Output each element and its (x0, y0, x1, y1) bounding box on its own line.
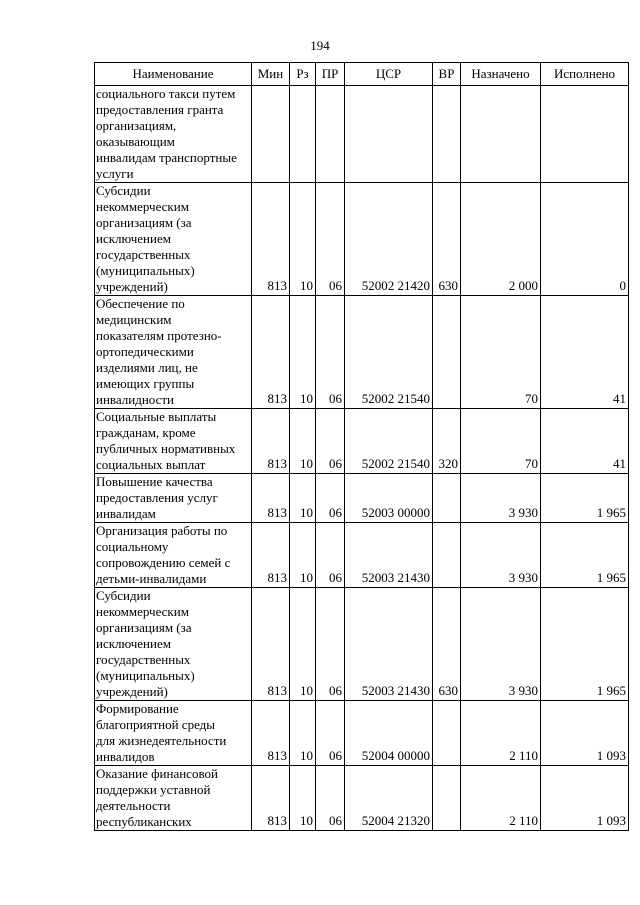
row-min: 813 (252, 474, 290, 523)
header-rz: Рз (290, 63, 316, 86)
row-name-line: некоммерческим (96, 604, 189, 619)
header-executed: Исполнено (541, 63, 629, 86)
row-min: 813 (252, 409, 290, 474)
row-name-line: деятельности (96, 798, 171, 813)
row-name-line: инвалидов (96, 749, 155, 764)
row-rz: 10 (290, 766, 316, 831)
row-name-line: исключением (96, 636, 171, 651)
row-csr: 52002 21540 (345, 296, 433, 409)
row-name-line: оказывающим (96, 134, 175, 149)
row-name (95, 523, 252, 588)
row-name (95, 296, 252, 409)
row-pr: 06 (316, 701, 345, 766)
row-name-line: некоммерческим (96, 199, 189, 214)
header-vr: ВР (433, 63, 461, 86)
row-min: 813 (252, 183, 290, 296)
row-assigned: 3 930 (461, 523, 541, 588)
row-assigned: 3 930 (461, 588, 541, 701)
row-name-line: имеющих группы (96, 376, 195, 391)
row-name-line: Обеспечение по (96, 296, 185, 311)
row-name-line: учреждений) (96, 279, 168, 294)
row-name-line: учреждений) (96, 684, 168, 699)
row-name-line: государственных (96, 652, 191, 667)
table-row (95, 588, 629, 701)
row-name (95, 588, 252, 701)
row-name-line: Социальные выплаты (96, 409, 217, 424)
row-name-line: сопровождению семей с (96, 555, 231, 570)
row-name-line: Оказание финансовой (96, 766, 218, 781)
row-name-line: Субсидии (96, 183, 151, 198)
row-executed: 41 (541, 409, 629, 474)
row-executed (541, 86, 629, 183)
row-name-line: поддержки уставной (96, 782, 211, 797)
row-csr: 52002 21420 (345, 183, 433, 296)
header-assigned: Назначено (461, 63, 541, 86)
row-name-line: (муниципальных) (96, 263, 195, 278)
row-vr (433, 474, 461, 523)
row-name-line: Организация работы по (96, 523, 228, 538)
row-name (95, 474, 252, 523)
row-pr: 06 (316, 588, 345, 701)
row-name-line: организациям, (96, 118, 177, 133)
row-min: 813 (252, 296, 290, 409)
row-name-line: медицинским (96, 312, 172, 327)
row-csr (345, 86, 433, 183)
row-csr: 52004 21320 (345, 766, 433, 831)
page-number: 194 (310, 38, 330, 53)
row-vr (433, 86, 461, 183)
row-vr (433, 766, 461, 831)
row-pr (316, 86, 345, 183)
row-name-line: инвалидам (96, 506, 156, 521)
row-pr: 06 (316, 523, 345, 588)
row-csr: 52003 00000 (345, 474, 433, 523)
row-pr: 06 (316, 766, 345, 831)
row-vr (433, 296, 461, 409)
row-name-line: услуги (96, 166, 134, 181)
row-name-line: республиканских (96, 814, 192, 829)
row-name-line: гражданам, кроме (96, 425, 196, 440)
row-vr: 630 (433, 588, 461, 701)
row-rz: 10 (290, 701, 316, 766)
row-name-line: изделиями лиц, не (96, 360, 198, 375)
table-row (95, 523, 629, 588)
table-row (95, 86, 629, 183)
table-row (95, 701, 629, 766)
row-vr: 630 (433, 183, 461, 296)
table-row (95, 409, 629, 474)
table-row (95, 766, 629, 831)
row-executed: 1 965 (541, 588, 629, 701)
row-vr (433, 701, 461, 766)
budget-table (94, 62, 629, 831)
row-rz: 10 (290, 183, 316, 296)
row-name-line: социального такси путем (96, 86, 236, 101)
row-name (95, 766, 252, 831)
row-csr: 52004 00000 (345, 701, 433, 766)
row-pr: 06 (316, 296, 345, 409)
row-name-line: благоприятной среды (96, 717, 216, 732)
row-assigned: 70 (461, 296, 541, 409)
row-name-line: предоставления услуг (96, 490, 218, 505)
row-rz (290, 86, 316, 183)
row-executed: 0 (541, 183, 629, 296)
row-pr: 06 (316, 409, 345, 474)
row-executed: 1 093 (541, 701, 629, 766)
row-csr: 52003 21430 (345, 523, 433, 588)
header-min: Мин (252, 63, 290, 86)
row-executed: 1 965 (541, 474, 629, 523)
row-executed: 41 (541, 296, 629, 409)
row-pr: 06 (316, 474, 345, 523)
row-csr: 52003 21430 (345, 588, 433, 701)
row-name (95, 701, 252, 766)
row-name-line: публичных нормативных (96, 441, 236, 456)
row-min: 813 (252, 523, 290, 588)
table-row (95, 183, 629, 296)
header-pr: ПР (316, 63, 345, 86)
row-name (95, 409, 252, 474)
row-name-line: (муниципальных) (96, 668, 195, 683)
row-rz: 10 (290, 523, 316, 588)
table-body (95, 86, 629, 831)
row-name-line: Формирование (96, 701, 179, 716)
row-name-line: исключением (96, 231, 171, 246)
table-row (95, 296, 629, 409)
row-pr: 06 (316, 183, 345, 296)
header-row (95, 63, 629, 86)
row-assigned: 2 110 (461, 766, 541, 831)
row-min (252, 86, 290, 183)
row-name-line: Повышение качества (96, 474, 213, 489)
row-min: 813 (252, 766, 290, 831)
row-name-line: для жизнедеятельности (96, 733, 227, 748)
row-name-line: социальных выплат (96, 457, 206, 472)
row-name-line: ортопедическими (96, 344, 194, 359)
row-vr: 320 (433, 409, 461, 474)
row-min: 813 (252, 588, 290, 701)
row-assigned: 2 110 (461, 701, 541, 766)
row-name-line: инвалидности (96, 392, 175, 407)
row-min: 813 (252, 701, 290, 766)
table-row (95, 474, 629, 523)
row-rz: 10 (290, 409, 316, 474)
row-assigned: 2 000 (461, 183, 541, 296)
row-csr: 52002 21540 (345, 409, 433, 474)
row-name-line: государственных (96, 247, 191, 262)
row-name-line: Субсидии (96, 588, 151, 603)
row-name-line: детьми-инвалидами (96, 571, 207, 586)
row-assigned: 70 (461, 409, 541, 474)
header-name: Наименование (95, 63, 252, 86)
row-rz: 10 (290, 296, 316, 409)
row-name-line: организациям (за (96, 215, 192, 230)
row-name (95, 86, 252, 183)
row-name-line: показателям протезно- (96, 328, 222, 343)
row-executed: 1 093 (541, 766, 629, 831)
row-name (95, 183, 252, 296)
row-executed: 1 965 (541, 523, 629, 588)
row-assigned: 3 930 (461, 474, 541, 523)
row-name-line: инвалидам транспортные (96, 150, 237, 165)
row-assigned (461, 86, 541, 183)
row-rz: 10 (290, 588, 316, 701)
row-rz: 10 (290, 474, 316, 523)
row-name-line: организациям (за (96, 620, 192, 635)
row-name-line: социальному (96, 539, 169, 554)
row-name-line: предоставления гранта (96, 102, 224, 117)
row-vr (433, 523, 461, 588)
header-csr: ЦСР (345, 63, 433, 86)
